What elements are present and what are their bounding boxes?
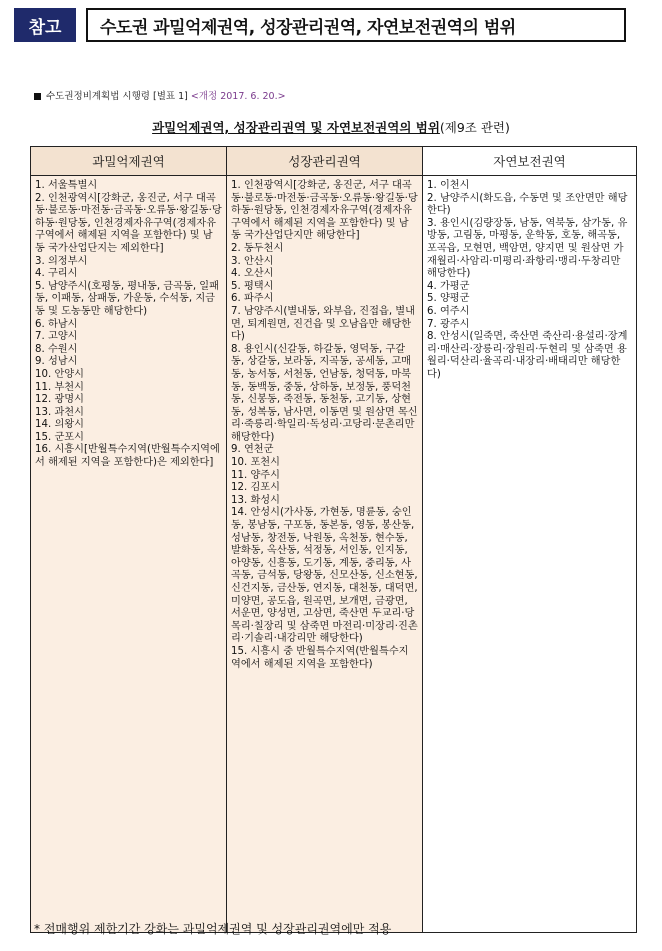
list-item: 11. 양주시 (231, 469, 280, 481)
list-item: 12. 광명시 (35, 394, 84, 406)
header-box (14, 8, 626, 42)
list-item: 14. 안성시(가사동, 가현동, 명륜동, 숭인동, 봉남동, 구포동, 동본동, 영동, 봉산동, 성남동, 창전동, 낙원동, 옥천동, 현수동, 발화동, 옥산동, 석정동, 서인동, 인지동, 아양동, 신흥동, 도기동, 계동, 중리동, 사곡동, 금석동, 당왕동, 신모산동, 신소현동, 신건지동, 금산동, 연지동, 대천동, 대덕면, 미양면, 공도읍, 원곡면, 보개면, 금광면, 서운면, 양성면, 고삼면, 죽산면 두교리·당목리·칠장리 및 삼죽면 마전리·미장리·진촌리·기솔리·내강리만 해당한다) (231, 507, 418, 645)
column-overcrowding (31, 176, 227, 933)
list-item: 8. 안성시(일죽면, 죽산면 죽산리·용설리·장계리·매산리·장릉리·장원리·두현리 및 삼죽면 용월리·덕산리·율곡리·내장리·배태리만 해당한다) (427, 331, 628, 380)
list-item: 13. 화성시 (231, 494, 280, 506)
list-item: 8. 수원시 (35, 343, 78, 355)
list-item: 11. 부천시 (35, 381, 84, 393)
list-item: 5. 평택시 (231, 280, 274, 292)
list-item: 5. 양평군 (427, 293, 470, 305)
list-item: 3. 용인시(김량장동, 남동, 역북동, 삼가동, 유방동, 고림동, 마평동, 운학동, 호동, 해곡동, 포곡읍, 모현면, 백암면, 양지면 및 원삼면 가재월리·사암리·미평리·좌항리·맹리·두창리만 해당한다) (427, 217, 628, 280)
caption-suffix: (제9조 관련) (439, 120, 510, 135)
list-item: 4. 오산시 (231, 268, 274, 280)
list-item: 12. 김포시 (231, 482, 280, 494)
list-item: 7. 남양주시(별내동, 와부읍, 진접읍, 별내면, 퇴계원면, 진건읍 및 오남읍만 해당한다) (231, 305, 415, 343)
list-item: 15. 군포시 (35, 431, 84, 443)
header-nature: 자연보전권역 (423, 147, 637, 176)
list-item: 3. 의정부시 (35, 255, 88, 267)
list-item: 13. 과천시 (35, 406, 84, 418)
list-item: 4. 구리시 (35, 268, 78, 280)
column-nature (423, 176, 637, 933)
header-overcrowding: 과밀억제권역 (31, 147, 227, 176)
list-item: 1. 이천시 (427, 180, 470, 191)
list-item: 16. 시흥시[반월특수지역(반월특수지역에서 해제된 지역을 포함한다)은 제외한다] (35, 444, 220, 469)
list-item: 6. 여주시 (427, 305, 470, 317)
law-reference (34, 88, 286, 102)
law-name: 수도권정비계획법 시행령 [별표 1] (46, 91, 188, 102)
list-item: 10. 포천시 (231, 457, 280, 469)
list-item: 6. 파주시 (231, 293, 274, 305)
list-item: 7. 광주시 (427, 318, 470, 330)
zone-table (30, 146, 637, 933)
reference-tag: 참고 (14, 8, 76, 42)
list-item: 4. 가평군 (427, 280, 470, 292)
list-item: 7. 고양시 (35, 331, 78, 343)
document-title: 수도권 과밀억제권역, 성장관리권역, 자연보전권역의 범위 (86, 8, 626, 42)
list-item: 14. 의왕시 (35, 419, 84, 431)
column-growth (227, 176, 423, 933)
list-item: 2. 남양주시(화도읍, 수동면 및 조안면만 해당한다) (427, 192, 628, 217)
list-item: 1. 인천광역시[강화군, 옹진군, 서구 대곡동·불로동·마전동·금곡동·오류동·왕길동·당하동·원당동, 인천경제자유구역(경제자유구역에서 해제된 지역을 포함한다) 및 남동 국가산업단지만 해당한다] (231, 180, 418, 242)
list-item: 8. 용인시(신갈동, 하갈동, 영덕동, 구갈동, 상갈동, 보라동, 지곡동, 공세동, 고매동, 농서동, 서천동, 언남동, 청덕동, 마북동, 동백동, 중동, 상하동, 보정동, 풍덕천동, 신봉동, 죽전동, 동천동, 고기동, 상현동, 성복동, 남사면, 이동면 및 원삼면 목신리·죽릉리·학일리·독성리·고당리·문촌리만 해당한다) (231, 343, 418, 443)
footnote: * 전매행위 제한기간 강화는 과밀억제권역 및 성장관리권역에만 적용 (34, 922, 392, 936)
caption-title: 과밀억제권역, 성장관리권역 및 자연보전권역의 범위 (152, 120, 440, 135)
list-item: 9. 연천군 (231, 444, 274, 456)
list-item: 5. 남양주시(호평동, 평내동, 금곡동, 일패동, 이패동, 삼패동, 가운동, 수석동, 지금동 및 도농동만 해당한다) (35, 280, 219, 317)
list-item: 2. 인천광역시[강화군, 옹진군, 서구 대곡동·불로동·마전동·금곡동·오류동·왕길동·당하동·원당동, 인천경제자유구역(경제자유구역에서 해제된 지역을 포함한다) 및 남동 국가산업단지는 제외한다] (35, 192, 222, 254)
amendment-date: <개정 2017. 6. 20.> (190, 91, 286, 102)
list-item: 9. 성남시 (35, 356, 78, 368)
list-item: 10. 안양시 (35, 368, 84, 380)
square-bullet-icon (34, 93, 41, 100)
table-caption (0, 118, 662, 136)
list-item: 2. 동두천시 (231, 242, 284, 254)
list-item: 3. 안산시 (231, 255, 274, 267)
list-item: 15. 시흥시 중 반월특수지역(반월특수지역에서 해제된 지역을 포함한다) (231, 645, 409, 670)
header-growth: 성장관리권역 (227, 147, 423, 176)
list-item: 6. 하남시 (35, 318, 78, 330)
list-item: 1. 서울특별시 (35, 180, 98, 191)
